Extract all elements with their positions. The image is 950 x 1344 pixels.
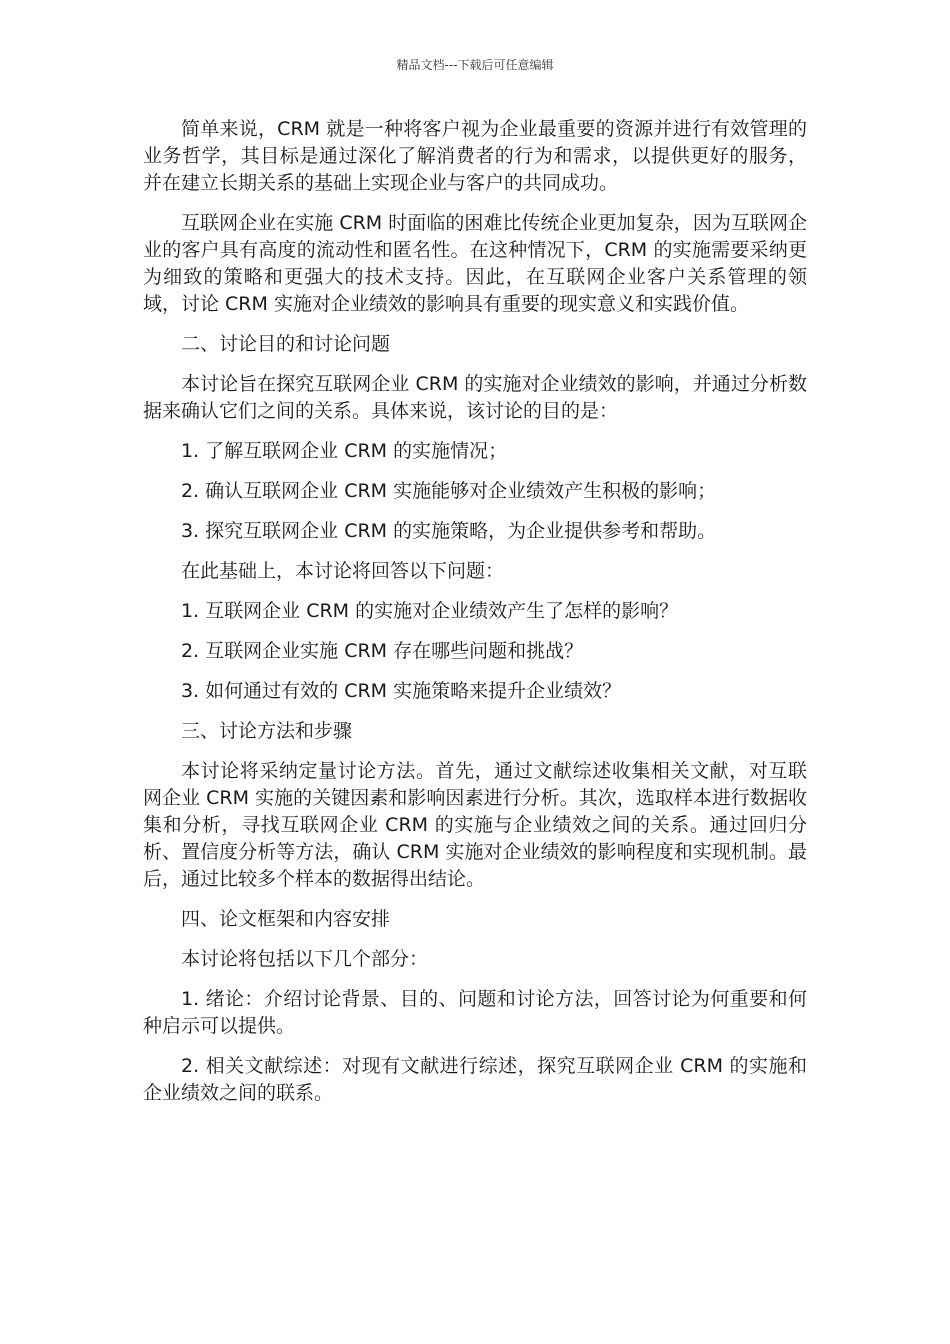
paragraph-framework-intro: 本讨论将包括以下几个部分：	[181, 948, 429, 970]
list-item-framework-2: 2. 相关文献综述：对现有文献进行综述，探究互联网企业 CRM 的实施和企业绩效之间的联系。	[143, 1055, 807, 1104]
list-item-question-1: 1. 互联网企业 CRM 的实施对企业绩效产生了怎样的影响？	[181, 600, 679, 622]
paragraph-purpose-intro: 本讨论旨在探究互联网企业 CRM 的实施对企业绩效的影响，并通过分析数据来确认它们之间的关系。具体来说，该讨论的目的是：	[143, 373, 807, 422]
document-body	[143, 116, 807, 1120]
page-header: 精品文档---下载后可任意编辑	[396, 58, 554, 72]
paragraph-methods: 本讨论将采纳定量讨论方法。首先，通过文献综述收集相关文献，对互联网企业 CRM 实施的关键因素和影响因素进行分析。其次，选取样本进行数据收集和分析，寻找互联网企业 CRM 的实施与企业绩效之间的关系。通过回归分析、置信度分析等方法，确认 CRM 实施对企业绩效的影响程度和实现机制。最后，通过比较多个样本的数据得出结论。	[143, 760, 807, 890]
list-item-question-2: 2. 互联网企业实施 CRM 存在哪些问题和挑战？	[181, 640, 584, 662]
list-item-purpose-1: 1. 了解互联网企业 CRM 的实施情况；	[181, 440, 508, 462]
section-heading-framework: 四、论文框架和内容安排	[181, 908, 391, 930]
section-heading-methods: 三、讨论方法和步骤	[181, 720, 353, 742]
paragraph-internet-crm-difficulty: 互联网企业在实施 CRM 时面临的困难比传统企业更加复杂，因为互联网企业的客户具有高度的流动性和匿名性。在这种情况下，CRM 的实施需要采纳更为细致的策略和更强大的技术支持。因此，在互联网企业客户关系管理的领域，讨论 CRM 实施对企业绩效的影响具有重要的现实意义和实践价值。	[143, 212, 807, 315]
list-item-purpose-3: 3. 探究互联网企业 CRM 的实施策略，为企业提供参考和帮助。	[181, 520, 717, 542]
list-item-purpose-2: 2. 确认互联网企业 CRM 实施能够对企业绩效产生积极的影响；	[181, 480, 717, 502]
paragraph-crm-definition: 简单来说，CRM 就是一种将客户视为企业最重要的资源并进行有效管理的业务哲学，其目标是通过深化了解消费者的行为和需求，以提供更好的服务，并在建立长期关系的基础上实现企业与客户的共同成功。	[143, 118, 807, 194]
list-item-question-3: 3. 如何通过有效的 CRM 实施策略来提升企业绩效？	[181, 680, 622, 702]
paragraph-questions-intro: 在此基础上，本讨论将回答以下问题：	[181, 560, 505, 582]
list-item-framework-1: 1. 绪论：介绍讨论背景、目的、问题和讨论方法，回答讨论为何重要和何种启示可以提供。	[143, 988, 807, 1037]
section-heading-purpose: 二、讨论目的和讨论问题	[181, 333, 391, 355]
